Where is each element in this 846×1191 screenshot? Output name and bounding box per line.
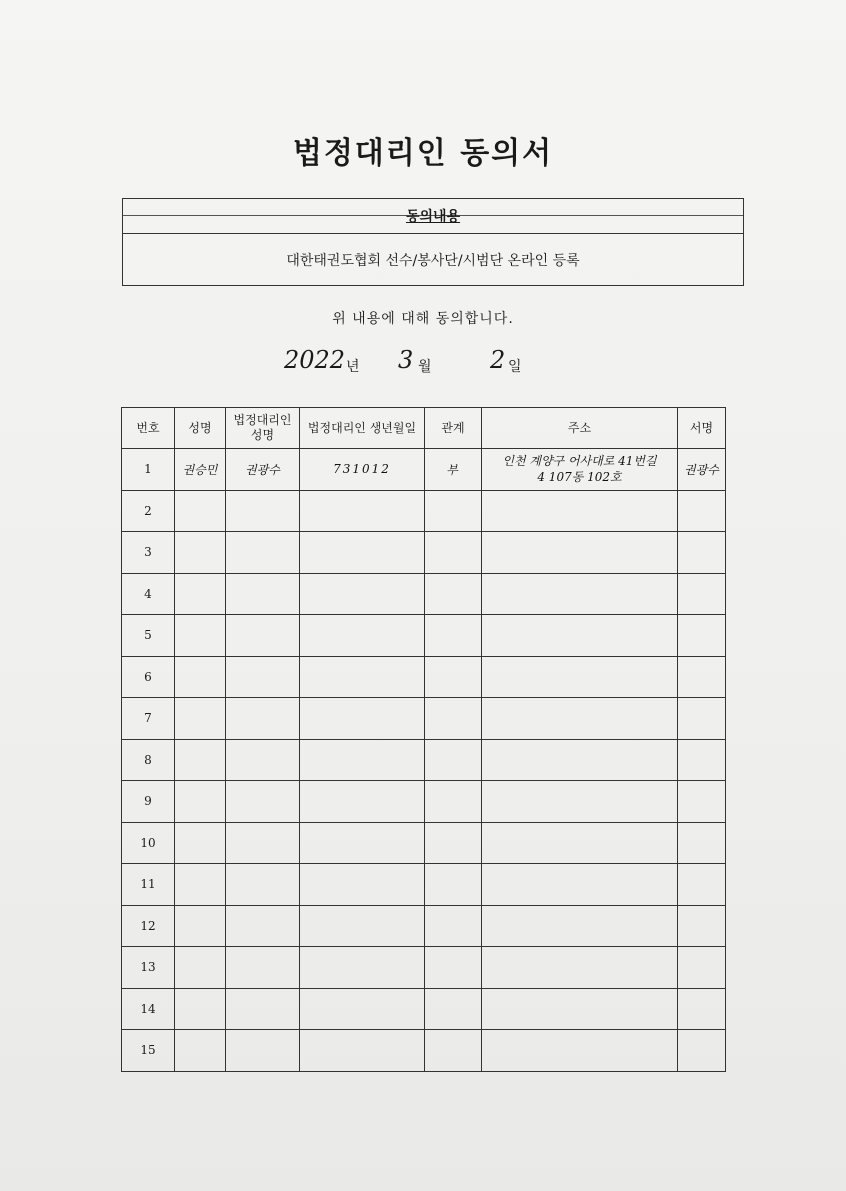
date-line [280, 346, 580, 382]
table-header-row [122, 408, 726, 449]
cell-signature [678, 988, 726, 1030]
cell-relation [425, 822, 482, 864]
date-month: 3 [398, 346, 414, 374]
cell-relation [425, 656, 482, 698]
cell-guardian-birth [300, 573, 425, 615]
cell-signature [678, 656, 726, 698]
cell-address [482, 490, 678, 532]
cell-name [175, 988, 226, 1030]
cell-address [482, 615, 678, 657]
header-guardian-name: 법정대리인 성명 [226, 408, 300, 449]
cell-guardian-birth [300, 988, 425, 1030]
cell-signature [678, 615, 726, 657]
consent-box [122, 198, 744, 286]
cell-guardian-name [226, 988, 300, 1030]
cell-address [482, 947, 678, 989]
header-name: 성명 [175, 408, 226, 449]
cell-address [482, 656, 678, 698]
cell-guardian-birth [300, 656, 425, 698]
cell-address [482, 905, 678, 947]
cell-guardian-name [226, 615, 300, 657]
cell-guardian-name [226, 947, 300, 989]
table-row [122, 490, 726, 532]
cell-guardian-name: 권광수 [226, 449, 300, 491]
cell-guardian-name [226, 781, 300, 823]
cell-name [175, 615, 226, 657]
date-year: 2022 [284, 346, 346, 374]
cell-relation [425, 988, 482, 1030]
consent-header [123, 199, 743, 234]
cell-name [175, 532, 226, 574]
cell-signature: 권광수 [678, 449, 726, 491]
cell-relation [425, 490, 482, 532]
cell-address [482, 988, 678, 1030]
table-row [122, 698, 726, 740]
cell-signature [678, 905, 726, 947]
cell-name [175, 781, 226, 823]
consent-header-label: 동의내용 [405, 209, 461, 225]
cell-relation [425, 864, 482, 906]
cell-relation: 부 [425, 449, 482, 491]
table-row [122, 615, 726, 657]
cell-relation [425, 905, 482, 947]
row-number: 2 [122, 490, 175, 532]
table-row [122, 781, 726, 823]
date-month-label: 월 [418, 359, 432, 375]
consent-text: 대한태권도협회 선수/봉사단/시범단 온라인 등록 [286, 253, 580, 269]
cell-signature [678, 490, 726, 532]
cell-guardian-name [226, 822, 300, 864]
cell-relation [425, 739, 482, 781]
date-year-label: 년 [346, 359, 360, 375]
cell-guardian-birth [300, 822, 425, 864]
cell-guardian-name [226, 656, 300, 698]
cell-address [482, 698, 678, 740]
header-number: 번호 [122, 408, 175, 449]
cell-guardian-birth: 731012 [300, 449, 425, 491]
cell-relation [425, 947, 482, 989]
table-row [122, 905, 726, 947]
table-row [122, 1030, 726, 1072]
header-relation: 관계 [425, 408, 482, 449]
table-row [122, 739, 726, 781]
table-row [122, 656, 726, 698]
cell-name [175, 490, 226, 532]
row-number: 8 [122, 739, 175, 781]
cell-guardian-birth [300, 490, 425, 532]
header-signature: 서명 [678, 408, 726, 449]
cell-relation [425, 615, 482, 657]
table-row [122, 947, 726, 989]
cell-relation [425, 1030, 482, 1072]
header-address: 주소 [482, 408, 678, 449]
table-row [122, 532, 726, 574]
page-title: 법정대리인 동의서 [292, 136, 554, 171]
cell-relation [425, 532, 482, 574]
table-row [122, 573, 726, 615]
row-number: 4 [122, 573, 175, 615]
row-number: 14 [122, 988, 175, 1030]
cell-guardian-name [226, 573, 300, 615]
cell-relation [425, 573, 482, 615]
cell-guardian-name [226, 1030, 300, 1072]
cell-name [175, 864, 226, 906]
row-number: 7 [122, 698, 175, 740]
cell-guardian-birth [300, 781, 425, 823]
cell-address [482, 573, 678, 615]
guardian-table [121, 407, 726, 1072]
cell-relation [425, 698, 482, 740]
cell-signature [678, 739, 726, 781]
cell-name [175, 1030, 226, 1072]
cell-address [482, 781, 678, 823]
row-number: 13 [122, 947, 175, 989]
cell-name [175, 656, 226, 698]
cell-address [482, 739, 678, 781]
cell-guardian-name [226, 490, 300, 532]
cell-address [482, 532, 678, 574]
address-line-1: 인천 계양구 어사대로 41번길 [502, 454, 657, 469]
cell-guardian-name [226, 532, 300, 574]
row-number: 9 [122, 781, 175, 823]
cell-name [175, 698, 226, 740]
row-number: 12 [122, 905, 175, 947]
date-day: 2 [490, 346, 506, 374]
cell-address [482, 822, 678, 864]
date-day-label: 일 [508, 359, 522, 375]
row-number: 1 [122, 449, 175, 491]
row-number: 5 [122, 615, 175, 657]
cell-signature [678, 781, 726, 823]
row-number: 6 [122, 656, 175, 698]
agreement-statement: 위 내용에 대해 동의합니다. [332, 311, 514, 327]
cell-guardian-birth [300, 739, 425, 781]
cell-address [482, 1030, 678, 1072]
header-guardian-birth: 법정대리인 생년월일 [300, 408, 425, 449]
cell-guardian-birth [300, 905, 425, 947]
row-number: 15 [122, 1030, 175, 1072]
table-row [122, 822, 726, 864]
address-line-2: 4 107동 102호 [537, 470, 622, 485]
cell-signature [678, 698, 726, 740]
cell-guardian-birth [300, 864, 425, 906]
cell-guardian-name [226, 698, 300, 740]
table-row [122, 864, 726, 906]
cell-guardian-name [226, 905, 300, 947]
cell-guardian-birth [300, 1030, 425, 1072]
cell-guardian-name [226, 739, 300, 781]
table-row [122, 988, 726, 1030]
row-number: 11 [122, 864, 175, 906]
cell-signature [678, 1030, 726, 1072]
cell-guardian-birth [300, 947, 425, 989]
cell-name [175, 822, 226, 864]
cell-relation [425, 781, 482, 823]
cell-guardian-name [226, 864, 300, 906]
cell-name [175, 739, 226, 781]
cell-guardian-birth [300, 615, 425, 657]
cell-address [482, 864, 678, 906]
cell-signature [678, 532, 726, 574]
cell-signature [678, 864, 726, 906]
cell-name [175, 573, 226, 615]
cell-guardian-birth [300, 532, 425, 574]
row-number: 10 [122, 822, 175, 864]
cell-signature [678, 947, 726, 989]
cell-name [175, 947, 226, 989]
table-row [122, 449, 726, 491]
cell-address [482, 449, 678, 491]
cell-signature [678, 573, 726, 615]
cell-guardian-birth [300, 698, 425, 740]
cell-signature [678, 822, 726, 864]
cell-name: 권승민 [175, 449, 226, 491]
row-number: 3 [122, 532, 175, 574]
cell-name [175, 905, 226, 947]
